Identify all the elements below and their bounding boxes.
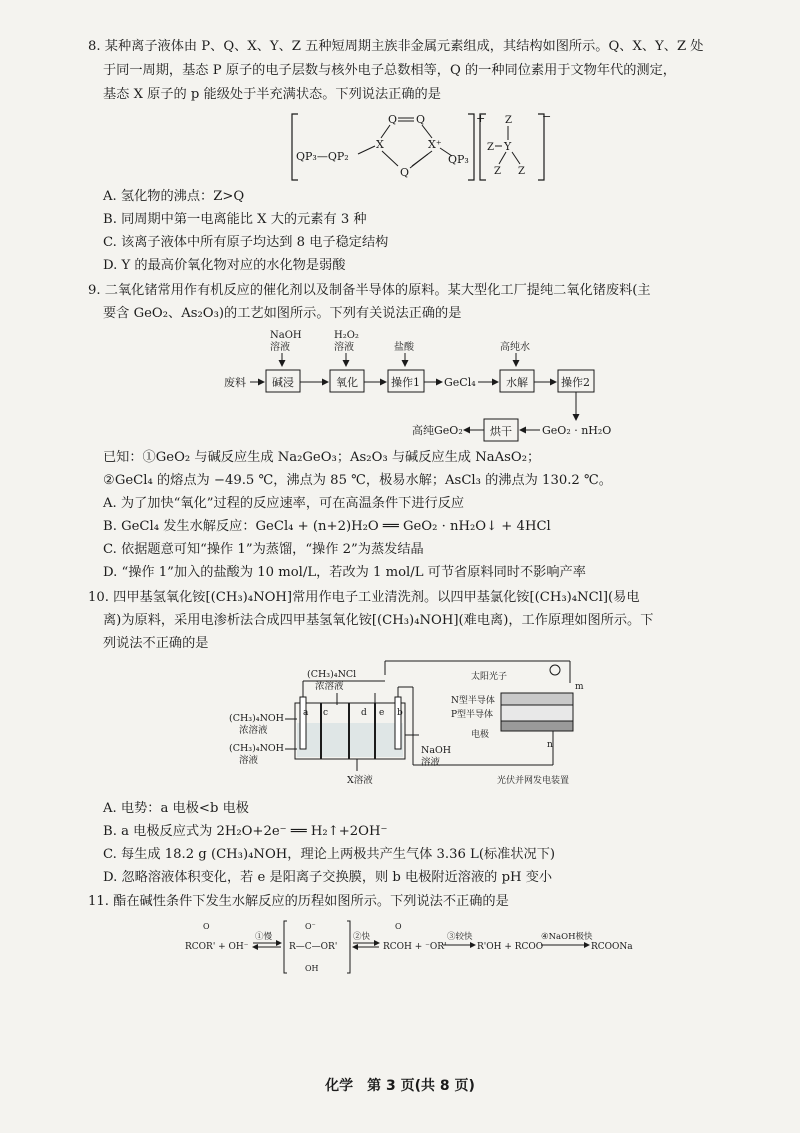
q8-option-d: D. Y 的最高价氧化物对应的水化物是弱酸 — [103, 258, 346, 273]
inlet-sol: 溶液 — [239, 755, 259, 766]
intermediate-oh: OH — [305, 964, 319, 973]
q11-stem-line1: 11. 酯在碱性条件下发生水解反应的历程如图所示。下列说法不正确的是 — [88, 894, 509, 909]
inlet-conc-sol: 浓溶液 — [315, 681, 344, 692]
reactant-o: O — [203, 922, 210, 931]
q10-option-b: B. a 电极反应式为 2H₂O+2e⁻ ══ H₂↑+2OH⁻ — [103, 824, 388, 839]
step1-slow: ①慢 — [255, 932, 273, 942]
step2-fast: ②快 — [353, 932, 371, 942]
step3-fairly-fast: ③较快 — [447, 932, 473, 942]
q10-stem-line3: 列说法不正确的是 — [103, 636, 209, 651]
q10-option-c: C. 每生成 18.2 g (CH₃)₄NOH，理论上两极共产生气体 3.36 L(标准状况下) — [103, 847, 556, 862]
q9-option-b: B. GeCl₄ 发生水解反应：GeCl₄ + (n+2)H₂O ══ GeO₂ · nH₂O↓ + 4HCl — [103, 519, 551, 534]
q8-stem-line2: 于同一周期，基态 P 原子的电子层数与核外电子总数相等，Q 的一种同位素用于文物年代的测定， — [103, 63, 676, 78]
anion-z-top: Z — [505, 115, 512, 126]
step-hydrolysis: 水解 — [506, 376, 528, 389]
step-operation1: 操作1 — [391, 376, 420, 389]
pv-device-label: 光伏并网发电装置 — [497, 776, 570, 786]
q9-stem-line1: 9. 二氧化锗常用作有机反应的催化剂以及制备半导体的原料。某大型化工厂提纯二氧化锗废料(主 — [88, 283, 651, 298]
reagent-h2o2-sol: 溶液 — [334, 342, 354, 353]
step-drying: 烘干 — [490, 425, 512, 438]
q10-stem-line2: 离)为原料，采用电渗析法合成四甲基氢氧化铵[(CH₃)₄NOH](难电离)，工作原理如图所示。下 — [103, 613, 654, 628]
q8-option-b: B. 同周期中第一电离能比 X 大的元素有 3 种 — [103, 212, 367, 227]
product-pure-geo2: 高纯GeO₂ — [412, 424, 463, 437]
q9-known-1: 已知：①GeO₂ 与碱反应生成 Na₂GeO₃；As₂O₃ 与碱反应生成 NaAsO₂； — [103, 450, 541, 465]
feed-label: 废料 — [224, 376, 246, 389]
q8-stem-line1: 8. 某种离子液体由 P、Q、X、Y、Z 五种短周期主族非金属元素组成，其结构如图所示。Q、X、Y、Z 处 — [88, 39, 704, 54]
q9-stem-line2: 要含 GeO₂、As₂O₃)的工艺如图所示。下列有关说法正确的是 — [103, 306, 462, 321]
page-footer: 化学 第 3 页(共 8 页) — [325, 1078, 475, 1094]
q10-stem-line1: 10. 四甲基氢氧化铵[(CH₃)₄NOH]常用作电子工业清洗剂。以四甲基氯化铵[(CH₃)₄NCl](易电 — [88, 590, 640, 605]
cation-q-top-right: Q — [416, 113, 426, 126]
q8-option-c: C. 该离子液体中所有原子均达到 8 电子稳定结构 — [103, 235, 389, 250]
q9-option-a: A. 为了加快“氧化”过程的反应速率，可在高温条件下进行反应 — [103, 496, 465, 511]
step-alkali-leach: 碱浸 — [272, 376, 294, 389]
q9-flowchart — [220, 324, 640, 448]
product3: R'OH + RCOO⁻ — [477, 942, 548, 952]
terminal-m: m — [575, 682, 584, 692]
membrane-e: e — [379, 708, 385, 718]
q9-option-c: C. 依据题意可知“操作 1”为蒸馏，“操作 2”为蒸发结晶 — [103, 542, 424, 557]
intermediate-gecl4: GeCl₄ — [444, 376, 476, 389]
cation-q-top-left: Q — [388, 113, 398, 126]
n-semiconductor-label: N型半导体 — [451, 696, 495, 706]
q8-structure-diagram — [280, 108, 550, 188]
p-semiconductor-label: P型半导体 — [451, 710, 494, 720]
step4-naoh: ④NaOH极快 — [541, 932, 593, 942]
q9-known-2: ②GeCl₄ 的熔点为 −49.5 ℃，沸点为 85 ℃，极易水解；AsCl₃ 的沸点为 130.2 ℃。 — [103, 473, 612, 488]
intermediate: R—C—OR' — [289, 942, 338, 952]
reagent-h2o2: H₂O₂ — [334, 330, 359, 341]
membrane-c: c — [323, 708, 329, 718]
sun-photons-label: 太阳光子 — [471, 672, 508, 682]
cation-left-group: QP₃—QP₂ — [296, 150, 349, 163]
anion-charge: − — [542, 110, 552, 123]
reactant: RCOR' + OH⁻ — [185, 942, 249, 952]
inlet-tma-cl: (CH₃)₄NCl — [307, 669, 357, 680]
reagent-naoh-sol: 溶液 — [270, 342, 290, 353]
product4: RCOONa — [591, 942, 633, 952]
electrode-b: b — [397, 708, 403, 718]
cation-right-group: QP₃ — [448, 153, 469, 166]
q10-option-a: A. 电势：a 电极<b 电极 — [103, 801, 249, 816]
outlet-tma-oh-conc: (CH₃)₄NOH — [229, 713, 284, 724]
step-oxidation: 氧化 — [336, 376, 358, 389]
outlet-naoh-sol: 溶液 — [421, 757, 441, 768]
cation-q-bottom: Q — [400, 166, 410, 179]
product2-o: O — [395, 922, 402, 931]
electrode-label: 电极 — [471, 730, 490, 740]
step-operation2: 操作2 — [561, 376, 590, 389]
anion-z-right: Z — [518, 166, 525, 177]
q8-stem-line3: 基态 X 原子的 p 能级处于半充满状态。下列说法正确的是 — [103, 87, 441, 102]
terminal-n: n — [547, 740, 553, 750]
q11-mechanism-scheme — [185, 915, 645, 985]
reagent-naoh: NaOH — [270, 330, 302, 341]
anion-z-left: Z — [487, 142, 494, 153]
outlet-x-sol: X溶液 — [347, 775, 373, 786]
q10-electrodialysis-diagram — [225, 655, 625, 795]
cation-x-right: X⁺ — [428, 138, 442, 151]
q10-option-d: D. 忽略溶液体积变化，若 e 是阳离子交换膜，则 b 电极附近溶液的 pH 变小 — [103, 870, 553, 885]
reagent-hcl: 盐酸 — [394, 342, 414, 353]
intermediate-o-minus: O⁻ — [305, 922, 316, 931]
product2: RCOH + ⁻OR' — [383, 942, 447, 952]
outlet-naoh: NaOH — [421, 745, 452, 756]
anion-y: Y — [504, 140, 512, 153]
cation-x-left: X — [376, 138, 384, 151]
sun-icon — [550, 665, 560, 675]
intermediate-geo2-hydrate: GeO₂ · nH₂O — [542, 424, 612, 437]
q9-option-d: D. “操作 1”加入的盐酸为 10 mol/L，若改为 1 mol/L 可节省原料同时不影响产率 — [103, 565, 586, 580]
inlet-tma-oh: (CH₃)₄NOH — [229, 743, 284, 754]
membrane-d: d — [361, 708, 367, 718]
q8-option-a: A. 氢化物的沸点：Z>Q — [103, 189, 245, 204]
outlet-conc-sol: 浓溶液 — [239, 725, 268, 736]
reagent-pure-water: 高纯水 — [500, 342, 530, 353]
electrode-a: a — [303, 708, 309, 718]
anion-z-bottom: Z — [494, 166, 501, 177]
cation-charge: + — [476, 112, 486, 125]
